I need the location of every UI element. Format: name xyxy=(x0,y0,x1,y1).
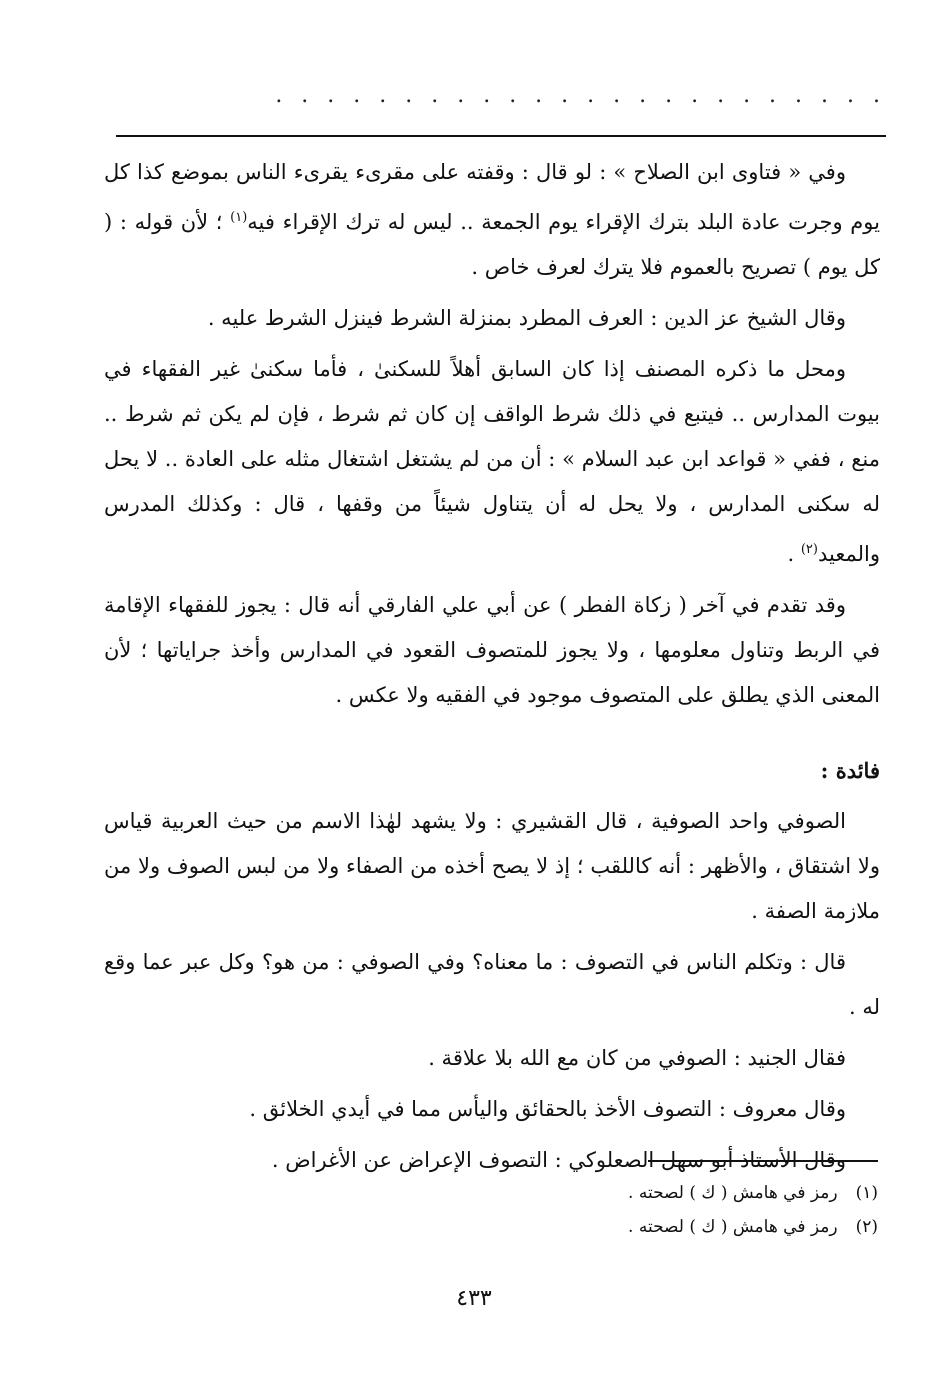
paragraph-2-text: وقال الشيخ عز الدين : العرف المطرد بمنزلة الشرط فينزل الشرط عليه . xyxy=(207,306,846,330)
footnote-1 xyxy=(378,1176,878,1210)
footnote-1-number: (١) xyxy=(855,1183,878,1203)
footnote-ref-2[interactable]: (٢) xyxy=(800,542,818,557)
paragraph-3-text: ومحل ما ذكره المصنف إذا كان السابق أهلاً للسكنىٰ ، فأما سكنىٰ غير الفقهاء في بيوت المدارس .. فيتبع في ذلك شرط الواقف إن كان ثم شرط ، فإن لم يكن ثم شرط .. منع ، ففي « قواعد ابن عبد السلام » : أن من لم يشتغل اشتغال مثله على العادة .. لا يحل له سكنى المدارس ، ولا يحل له أن يتناول شيئاً من وقفها ، قال : وكذلك المدرس والمعيد xyxy=(104,357,880,566)
header-rule xyxy=(116,135,886,137)
paragraph-4-text: وقد تقدم في آخر ( زكاة الفطر ) عن أبي علي الفارقي أنه قال : يجوز للفقهاء الإقامة في الربط وتناول معلومها ، ولا يجوز للمتصوف القعود في المدارس وأخذ جراياتها ؛ لأن المعنى الذي يطلق على المتصوف موجود في الفقيه ولا عكس . xyxy=(104,593,880,707)
quote-junayd: فقال الجنيد : الصوفي من كان مع الله بلا علاقة . xyxy=(428,1046,846,1070)
paragraph-2 xyxy=(104,296,880,341)
paragraph-1 xyxy=(104,150,880,290)
footnotes xyxy=(378,1176,878,1244)
paragraph-1-text: وفي « فتاوى ابن الصلاح » : لو قال : وقفته على مقرىء يقرىء الناس بموضع كذا كل يوم وجرت عادة البلد بترك الإقراء يوم الجمعة .. ليس له ترك الإقراء فيه xyxy=(104,160,880,234)
paragraph-3-tail: . xyxy=(787,542,801,566)
section-heading: فائدة : xyxy=(820,758,880,783)
paragraph-1-tail: ؛ لأن قوله : ( كل يوم ) تصريح بالعموم فلا يترك لعرف خاص . xyxy=(104,210,880,279)
main-text xyxy=(104,150,880,1189)
footnote-2-number: (٢) xyxy=(855,1217,878,1237)
quote-maruf: وقال معروف : التصوف الأخذ بالحقائق واليأس مما في أيدي الخلائق . xyxy=(249,1097,846,1121)
quote-suluki: وقال الأستاذ أبو سهل الصعلوكي : التصوف الإعراض عن الأغراض . xyxy=(271,1148,846,1172)
footnote-1-text: رمز في هامش ( ك ) لصحته . xyxy=(628,1183,838,1203)
page-number: ٤٣٣ xyxy=(456,1286,492,1311)
footnote-2-text: رمز في هامش ( ك ) لصحته . xyxy=(628,1217,838,1237)
header-dot-leader: . . . . . . . . . . . . . . . . . . . . . . . . xyxy=(275,83,886,108)
footnote-ref-1[interactable]: (١) xyxy=(230,210,248,225)
footnote-2 xyxy=(378,1210,878,1244)
paragraph-5: الصوفي واحد الصوفية ، قال القشيري : ولا يشهد لهٰذا الاسم من حيث العربية قياس ولا اشتقاق ، والأظهر : أنه كاللقب ؛ إذ لا يصح أخذه من الصفاء ولا من لبس الصوف ولا من ملازمة الصفة . xyxy=(104,809,880,923)
paragraph-6: قال : وتكلم الناس في التصوف : ما معناه؟ وفي الصوفي : من هو؟ وكل عبر عما وقع له . xyxy=(104,950,880,1019)
footnote-rule xyxy=(648,1160,878,1162)
paragraph-4 xyxy=(104,583,880,718)
paragraph-3 xyxy=(104,347,880,577)
